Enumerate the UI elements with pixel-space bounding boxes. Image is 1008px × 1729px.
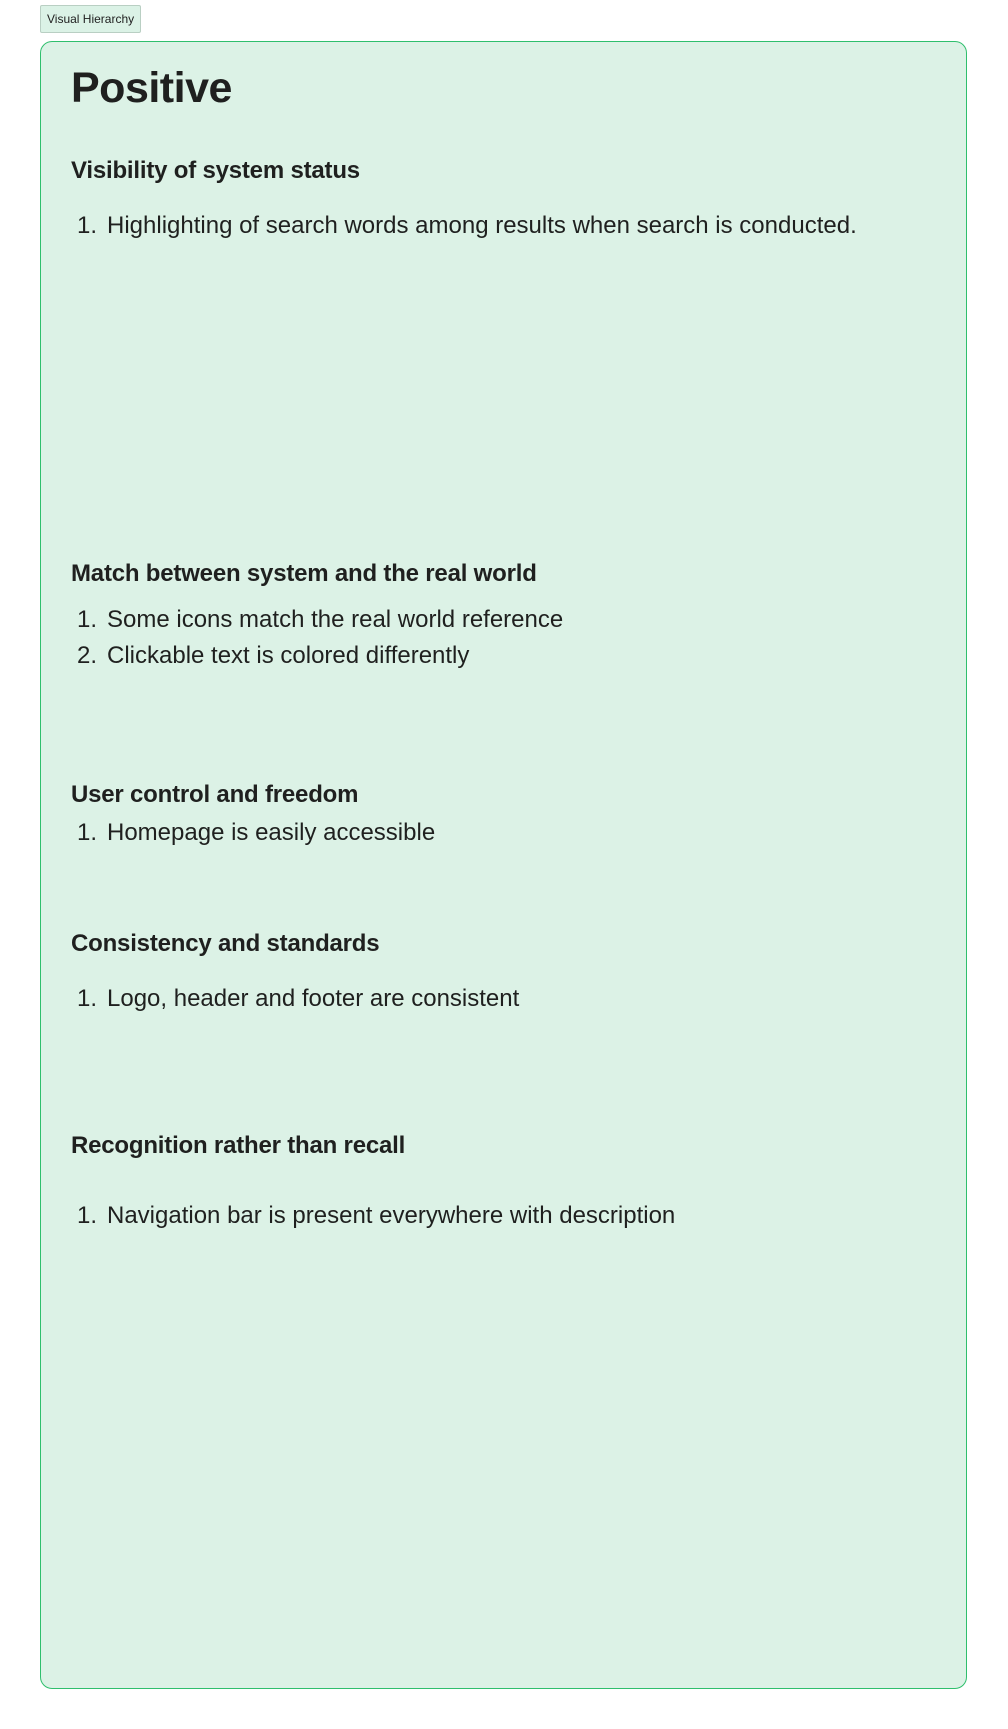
card-title: Positive [71, 64, 232, 112]
list-item [71, 815, 435, 851]
list-number: 1. [77, 606, 98, 633]
section-list-recognition [71, 1198, 675, 1234]
list-number: 1. [77, 212, 98, 239]
list-number: 1. [77, 819, 98, 846]
section-list-visibility [71, 208, 857, 244]
section-heading-user-control: User control and freedom [71, 781, 359, 808]
list-item-text: Some icons match the real world reference [107, 606, 564, 633]
section-list-consistency [71, 981, 519, 1017]
list-item [71, 638, 563, 674]
positive-card[interactable] [40, 41, 967, 1689]
list-number: 1. [77, 1202, 98, 1229]
section-list-user-control [71, 815, 435, 851]
list-item-text: Homepage is easily accessible [107, 819, 436, 846]
list-item-text: Clickable text is colored differently [107, 642, 470, 669]
section-heading-match: Match between system and the real world [71, 560, 537, 587]
list-item-text: Highlighting of search words among results when search is conducted. [107, 212, 857, 239]
list-item [71, 208, 857, 244]
section-heading-consistency: Consistency and standards [71, 930, 380, 957]
section-list-match [71, 602, 563, 674]
list-item [71, 1198, 675, 1234]
list-item-text: Navigation bar is present everywhere with description [107, 1202, 676, 1229]
section-heading-visibility: Visibility of system status [71, 157, 360, 184]
list-number: 2. [77, 642, 98, 669]
section-heading-recognition: Recognition rather than recall [71, 1132, 406, 1159]
frame-label[interactable]: Visual Hierarchy [40, 5, 141, 33]
list-number: 1. [77, 985, 98, 1012]
list-item [71, 981, 519, 1017]
list-item [71, 602, 563, 638]
list-item-text: Logo, header and footer are consistent [107, 985, 520, 1012]
